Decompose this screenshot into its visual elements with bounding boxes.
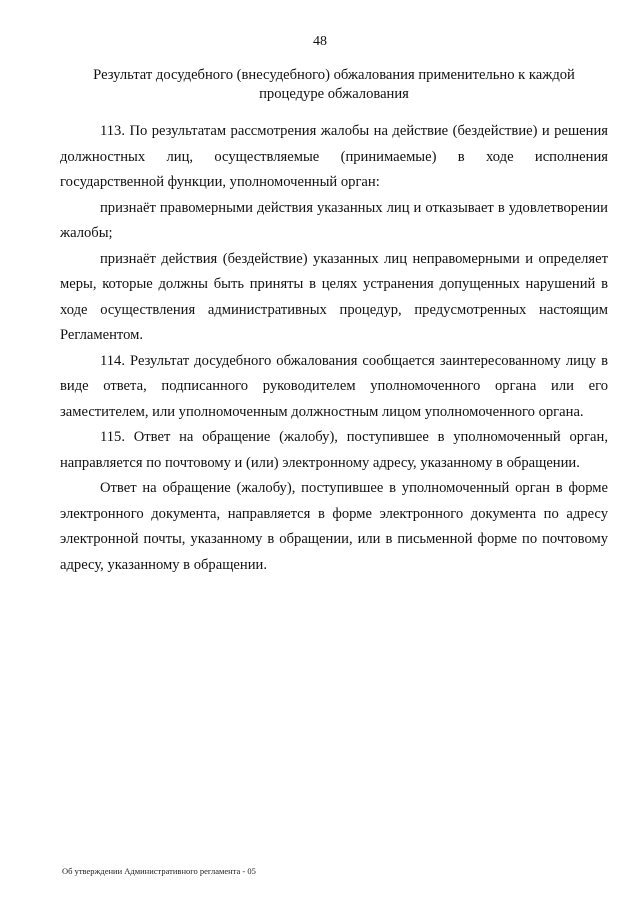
paragraph-electronic-response: Ответ на обращение (жалобу), поступившее в уполномоченный орган в форме электронного документа, направляется в форме электронного документа по адресу электронной почты, указанному в обращении, или в письменной форме по почтовому адресу, указанному в обращении.	[60, 480, 608, 573]
paragraph-recognize-unlawful: признаёт действия (бездействие) указанных лиц неправомерными и определяет меры, которые должны быть приняты в целях устранения допущенных нарушений в ходе осуществления административных процедур, предусмотренных настоящим Регламентом.	[60, 250, 608, 343]
paragraph-113: 113. По результатам рассмотрения жалобы на действие (бездействие) и решения должностных лиц, осуществляемые (принимаемые) в ходе исполнения государственной функции, уполномоченный орган:	[60, 123, 608, 190]
paragraph-recognize-lawful: признаёт правомерными действия указанных лиц и отказывает в удовлетворении жалобы;	[60, 199, 608, 241]
footer-note: Об утверждении Административного регламента - 05	[62, 866, 256, 876]
body-text	[60, 119, 608, 578]
section-heading	[60, 66, 608, 104]
heading-line-1: Результат досудебного (внесудебного) обжалования применительно к каждой	[93, 67, 575, 83]
heading-line-2: процедуре обжалования	[259, 86, 409, 102]
page-number: 48	[313, 34, 327, 49]
paragraph-114: 114. Результат досудебного обжалования сообщается заинтересованному лицу в виде ответа, подписанного руководителем уполномоченного органа или его заместителем, или уполномоченным должностным лицом уполномоченного органа.	[60, 352, 608, 420]
paragraph-115: 115. Ответ на обращение (жалобу), поступившее в уполномоченный орган, направляется по почтовому и (или) электронному адресу, указанному в обращении.	[60, 429, 608, 471]
